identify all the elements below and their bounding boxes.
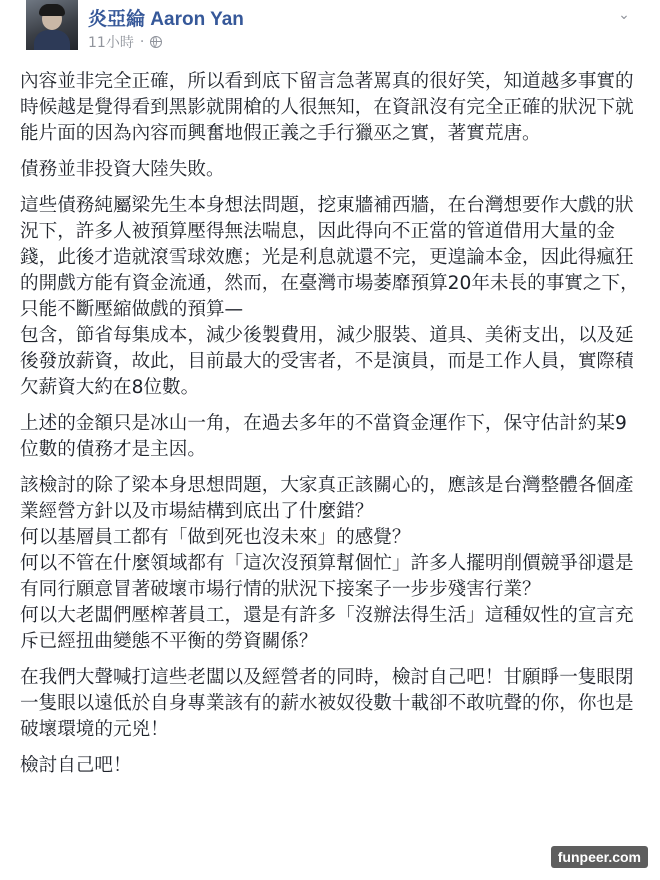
post-timestamp[interactable]: 11小時 <box>88 35 134 51</box>
post-paragraph-5: 該檢討的除了梁本身思想問題，大家真正該關心的，應該是台灣整體各個產業經營方針以及市場結構到底出了什麼錯？ 何以基層員工都有「做到死也沒未來」的感覺？ 何以不管在什麼領域都有「這次沒預算幫個忙」許多人擺明削價競爭卻還是有同行願意冒著破壞市場行情的狀況下接案子一步步殘害行業？ 何以大老闆們壓榨著員工，還是有許多「沒辦法得生活」這種奴性的宣言充斥已經扭曲變態不平衡的勞資關係？ <box>20 475 634 652</box>
avatar[interactable] <box>26 0 78 50</box>
globe-icon[interactable] <box>150 36 162 48</box>
post-paragraph-4: 上述的金額只是冰山一角，在過去多年的不當資金運作下，保守估計約某9位數的債務才是主因。 <box>20 413 627 460</box>
post-paragraph-1: 內容並非完全正確，所以看到底下留言急著罵真的很好笑，知道越多事實的時候越是覺得看到黑影就開槍的人很無知，在資訊沒有完全正確的狀況下就能片面的因為內容而興奮地假正義之手行獵巫之實，著實荒唐。 <box>20 71 634 144</box>
post-paragraph-6: 在我們大聲喊打這些老闆以及經營者的同時，檢討自己吧！甘願睜一隻眼閉一隻眼以遠低於自身專業該有的薪水被奴役數十載卻不敢吭聲的你，你也是破壞環境的元兇！ <box>20 667 634 740</box>
post-header <box>20 0 642 58</box>
author-name[interactable]: 炎亞綸 Aaron Yan <box>88 9 244 30</box>
post-body <box>20 69 642 779</box>
post-paragraph-7: 檢討自己吧！ <box>20 755 132 776</box>
meta-separator: · <box>139 34 145 50</box>
watermark: funpeer.com <box>551 846 648 868</box>
post-meta <box>88 32 162 52</box>
chevron-down-icon[interactable]: ⌄ <box>618 7 630 23</box>
post-paragraph-2: 債務並非投資大陸失敗。 <box>20 159 225 180</box>
post-paragraph-3: 這些債務純屬梁先生本身想法問題，挖東牆補西牆，在台灣想要作大戲的狀況下，許多人被預算壓得無法喘息，因此得向不正當的管道借用大量的金錢，此後才造就滾雪球效應；光是利息就還不完，更遑論本金，因此得瘋狂的開戲方能有資金流通，然而，在臺灣市場萎靡預算20年未長的事實之下，只能不斷壓縮做戲的預算— 包含，節省每集成本，減少後製費用，減少服裝、道具、美術支出，以及延後發放薪資，故此，目前最大的受害者，不是演員，而是工作人員，實際積欠薪資大約在8位數。 <box>20 195 639 398</box>
